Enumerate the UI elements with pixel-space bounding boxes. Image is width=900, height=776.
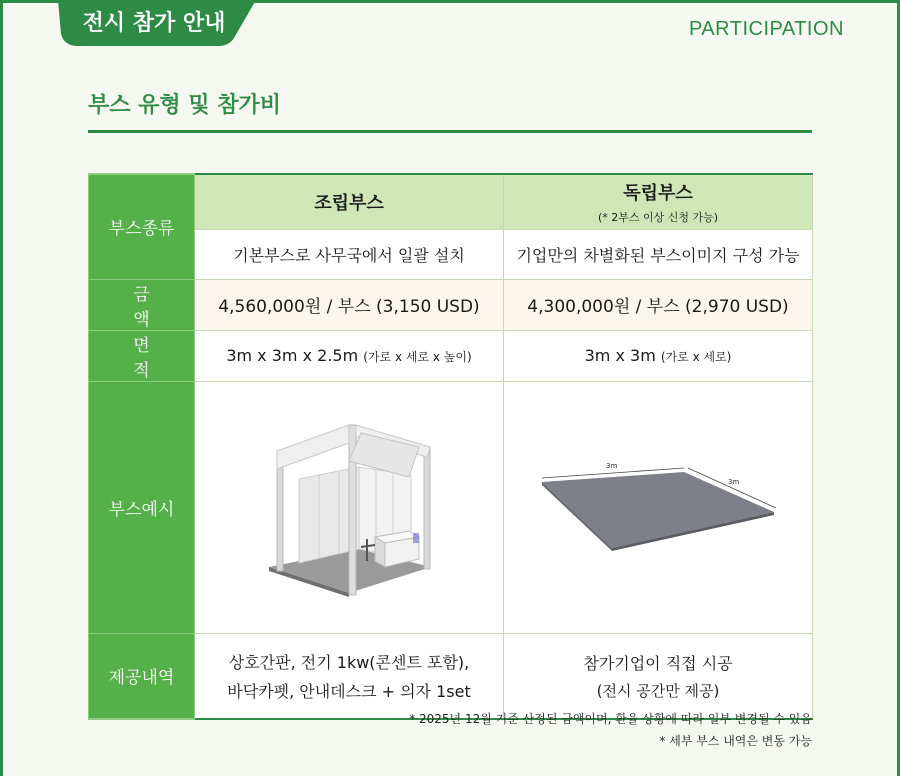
independent-area: [504, 330, 813, 381]
english-title: PARTICIPATION: [688, 18, 844, 40]
independent-header: [504, 174, 813, 229]
assembled-price: 4,560,000원 / 부스 (3,150 USD): [195, 279, 504, 330]
area-row: [89, 330, 813, 381]
tab-title: 전시 참가 안내: [82, 11, 226, 36]
independent-provided: [504, 633, 813, 719]
assembled-booth-illustration: [249, 417, 449, 597]
row-label-type: 부스종류: [89, 174, 195, 279]
assembled-area-main: 3m x 3m x 2.5m: [226, 346, 359, 365]
independent-booth-image: [504, 381, 813, 633]
example-row: [89, 381, 813, 633]
price-row: [89, 279, 813, 330]
row-label-example: 부스예시: [89, 381, 195, 633]
footnote-1: * 2025년 12월 기준 산정된 금액이며, 환율 상황에 따라 일부 변경될 수 있음: [409, 712, 812, 726]
booth-table: [88, 173, 813, 720]
assembled-header: [195, 174, 504, 229]
row-label-area: 면적: [89, 330, 195, 381]
assembled-booth-image: [195, 381, 504, 633]
independent-booth-illustration: [538, 452, 778, 562]
assembled-provided-line2: 바닥카펫, 안내데스크 + 의자 1set: [227, 681, 471, 701]
provided-row: [89, 633, 813, 719]
independent-note: (* 2부스 이상 신청 가능): [597, 210, 719, 224]
dim-label-width: 3m: [606, 462, 618, 470]
booth-type-row: [89, 174, 813, 229]
independent-provided-line1: 참가기업이 직접 시공: [583, 653, 733, 673]
independent-price: 4,300,000원 / 부스 (2,970 USD): [504, 279, 813, 330]
row-label-price: 금액: [89, 279, 195, 330]
booth-desc-row: [89, 229, 813, 279]
row-label-provided: 제공내역: [89, 633, 195, 719]
footnotes: [409, 708, 812, 752]
independent-area-sub: (가로 x 세로): [660, 350, 732, 364]
independent-name: 독립부스: [623, 182, 693, 204]
assembled-provided: [195, 633, 504, 719]
dim-label-depth: 3m: [728, 478, 740, 486]
assembled-name: 조립부스: [314, 192, 384, 214]
section-tab: [58, 0, 258, 48]
section-divider: [88, 130, 812, 133]
independent-area-main: 3m x 3m: [584, 346, 656, 365]
independent-desc: 기업만의 차별화된 부스이미지 구성 가능: [504, 229, 813, 279]
assembled-area-sub: (가로 x 세로 x 높이): [363, 350, 472, 364]
assembled-desc: 기본부스로 사무국에서 일괄 설치: [195, 229, 504, 279]
assembled-area: [195, 330, 504, 381]
section-title: 부스 유형 및 참가비: [88, 93, 281, 118]
footnote-2: * 세부 부스 내역은 변동 가능: [659, 734, 812, 748]
independent-provided-line2: (전시 공간만 제공): [596, 681, 720, 700]
assembled-provided-line1: 상호간판, 전기 1kw(콘센트 포함),: [228, 652, 470, 672]
